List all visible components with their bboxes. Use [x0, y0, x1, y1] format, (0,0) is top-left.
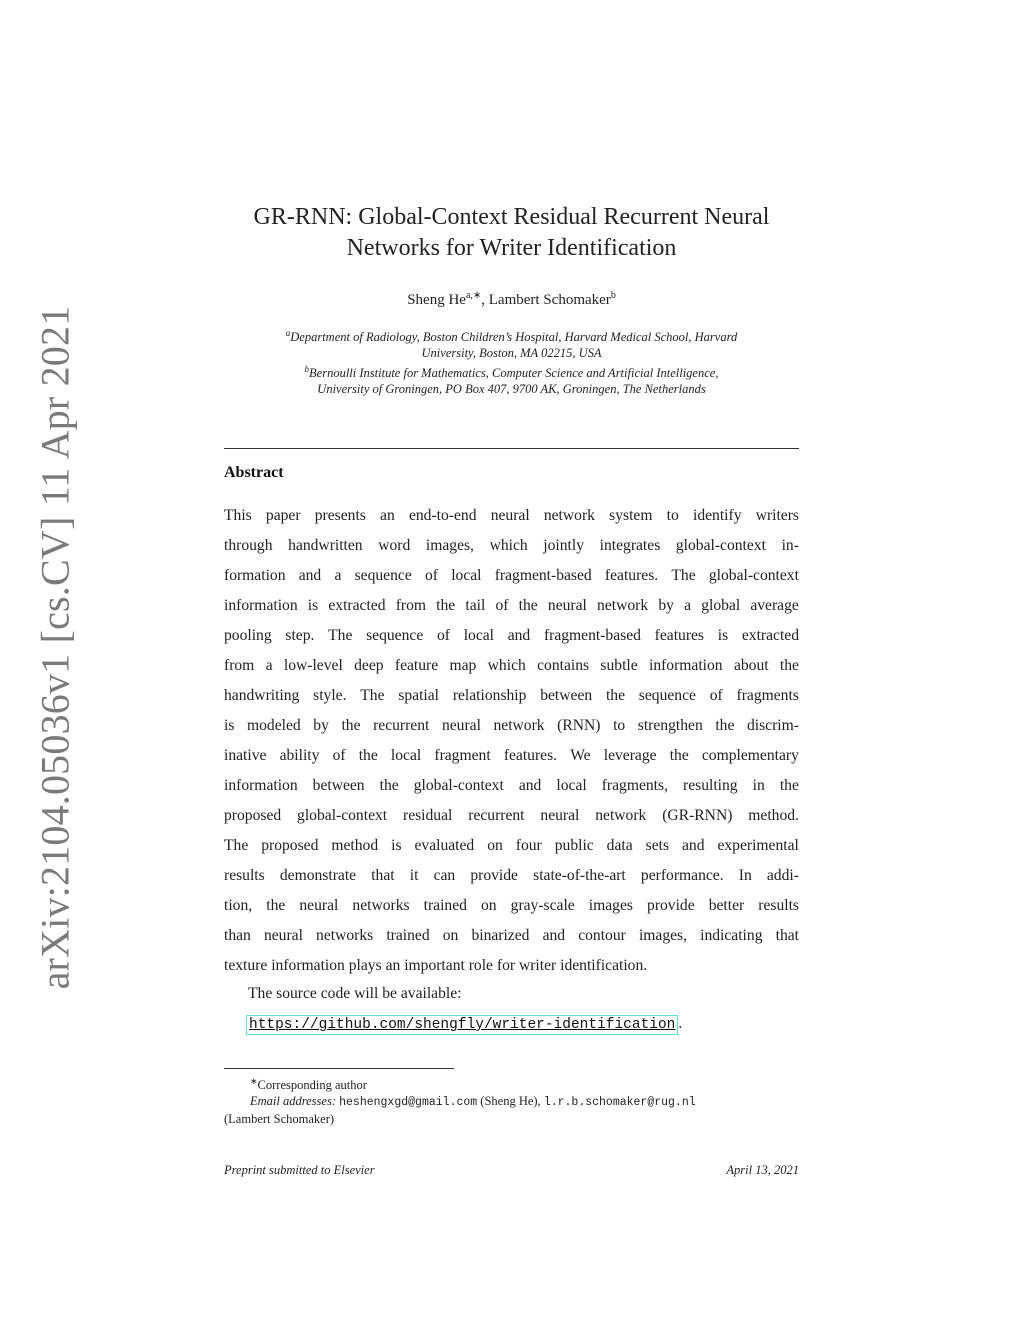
abstract-word: writers [755, 507, 799, 524]
abstract-word: handwriting [224, 687, 300, 704]
abstract-word: images [588, 897, 633, 914]
abstract-word: through [224, 537, 273, 554]
abstract-line [224, 623, 799, 653]
abstract-word: extracted [328, 597, 386, 614]
abstract-word: low-level [283, 657, 343, 674]
abstract-word: neural [441, 717, 481, 734]
abstract-word: complementary [701, 747, 799, 764]
source-code-note: The source code will be available: [248, 985, 462, 1002]
abstract-word: that [775, 927, 799, 944]
abstract-word: identify [692, 507, 742, 524]
author-list [224, 290, 799, 309]
abstract-word: sequence [354, 567, 412, 584]
abstract-word: network [543, 507, 595, 524]
abstract-word: and [507, 627, 531, 644]
abstract-word: integrates [599, 537, 661, 554]
abstract-word: and [542, 927, 566, 944]
abstract-line [224, 863, 799, 893]
abstract-heading: Abstract [224, 464, 284, 481]
abstract-line [224, 683, 799, 713]
preprint-date: April 13, 2021 [726, 1163, 799, 1177]
abstract-word: sequence [366, 627, 424, 644]
abstract-word: an [385, 957, 405, 974]
abstract-word: the [518, 597, 538, 614]
abstract-word: (GR-RNN) [662, 807, 733, 824]
abstract-word: style. [313, 687, 347, 704]
abstract-line [224, 743, 799, 773]
abstract-word: of [436, 627, 450, 644]
abstract-word: performance. [640, 867, 724, 884]
abstract-word: formation [224, 567, 286, 584]
abstract-word: information [648, 657, 723, 674]
abstract-word: it [409, 867, 419, 884]
abstract-word: addi- [766, 867, 799, 884]
abstract-word: neural [547, 597, 587, 614]
footnote [224, 1073, 799, 1127]
abstract-word: fragment-based [494, 567, 592, 584]
abstract-word: subtle [600, 657, 638, 674]
abstract-word: fragments [736, 687, 799, 704]
paper-title [224, 202, 799, 264]
abstract-word: paper [265, 507, 301, 524]
abstract-word: the [266, 897, 286, 914]
abstract-word: from [395, 597, 426, 614]
abstract-word: the [779, 777, 799, 794]
abstract-word: writer [518, 957, 561, 974]
affiliation-a-mark: a [285, 328, 291, 338]
abstract-word: to [613, 717, 626, 734]
affiliation-b-line-2: University of Groningen, PO Box 407, 9700 AK, Groningen, The Netherlands [317, 382, 706, 397]
abstract-word: role [468, 957, 497, 974]
abstract-word: contains [537, 657, 590, 674]
abstract-word: by [313, 717, 329, 734]
abstract-word: and [518, 777, 542, 794]
abstract-word: is [391, 837, 402, 854]
abstract-word: features [654, 627, 705, 644]
abstract-word: of [709, 687, 723, 704]
abstract-line [224, 563, 799, 593]
abstract-word: contour [578, 927, 626, 944]
abstract-word: the [358, 747, 378, 764]
abstract-word: ability [279, 747, 320, 764]
abstract-word: global-context [297, 807, 388, 824]
abstract-word: global-context [413, 777, 504, 794]
abstract-word: leverage [603, 747, 657, 764]
abstract-line [224, 803, 799, 833]
abstract-word: of [332, 747, 346, 764]
author-2-marks: b [610, 290, 616, 301]
abstract-word: of [424, 567, 438, 584]
abstract-word: results [224, 867, 265, 884]
affiliation-a-text-1: Department of Radiology, Boston Children’s Hospital, Harvard Medical School, Harvard [290, 330, 738, 345]
abstract-word: images, [425, 537, 474, 554]
abstract-word: results [758, 897, 799, 914]
abstract-word: gray-scale [510, 897, 575, 914]
abstract-word: The [224, 837, 249, 854]
abstract-word: handwritten [288, 537, 363, 554]
abstract-word: about [733, 657, 769, 674]
abstract-line [224, 653, 799, 683]
abstract-word: residual [403, 807, 453, 824]
abstract-word: spatial [398, 687, 440, 704]
abstract-word: evaluated [414, 837, 475, 854]
header-divider [224, 448, 799, 449]
abstract-word: binarized [471, 927, 530, 944]
abstract-word: in [752, 777, 765, 794]
abstract-line [224, 923, 799, 953]
abstract-word: feature [394, 657, 439, 674]
abstract-word: In [738, 867, 752, 884]
abstract-word: information [224, 777, 298, 794]
abstract-word: end-to-end [408, 507, 477, 524]
abstract-word: The [360, 687, 385, 704]
abstract-word: plays [348, 957, 386, 974]
abstract-word: fragment [434, 747, 491, 764]
source-code-link[interactable]: https://github.com/shengfly/writer-identification [246, 1015, 678, 1035]
abstract-word: tail [465, 597, 486, 614]
link-period: . [678, 1015, 683, 1032]
corresponding-author-note [224, 1073, 799, 1093]
abstract-word: is [224, 717, 235, 734]
abstract-word: a [334, 567, 342, 584]
abstract-word: sets [645, 837, 670, 854]
abstract-word: the [341, 717, 361, 734]
arxiv-identifier-stamp [15, 305, 95, 990]
code-link-line [246, 1015, 682, 1033]
abstract-word: on [487, 837, 503, 854]
abstract-word: identification. [560, 957, 648, 974]
abstract-word: deep [354, 657, 384, 674]
abstract-word: for [496, 957, 519, 974]
abstract-word: The [671, 567, 696, 584]
abstract-word: the [379, 777, 399, 794]
affiliation-a-line-2: University, Boston, MA 02215, USA [421, 346, 602, 361]
abstract-word: trained [386, 927, 430, 944]
abstract-word: is [307, 597, 319, 614]
abstract-word: fragment-based [543, 627, 641, 644]
abstract-word: resulting [683, 777, 738, 794]
author-1-marks: a,∗ [465, 290, 482, 301]
abstract-word: global [701, 597, 741, 614]
abstract-word: the [436, 597, 456, 614]
abstract-word: four [515, 837, 542, 854]
abstract-word: extracted [741, 627, 799, 644]
abstract-word: than [224, 927, 251, 944]
abstract-word: sequence [638, 687, 696, 704]
abstract-word: information [224, 597, 298, 614]
abstract-word: network [595, 807, 647, 824]
affiliation-b-text-1: Bernoulli Institute for Mathematics, Computer Science and Artificial Intelligence, [309, 366, 719, 381]
abstract-word: neural [299, 897, 339, 914]
abstract-word: recurrent [468, 807, 525, 824]
affiliation-a-line-1 [224, 325, 799, 345]
abstract-word: discrim- [746, 717, 799, 734]
abstract-word: data [606, 837, 633, 854]
abstract-word: tion, [224, 897, 253, 914]
abstract-word: which [489, 537, 528, 554]
abstract-word: the [669, 747, 689, 764]
abstract-word: networks [352, 897, 410, 914]
abstract-word: relationship [452, 687, 527, 704]
abstract-word: between [312, 777, 365, 794]
abstract-word: better [708, 897, 745, 914]
email-label: Email addresses: [250, 1094, 336, 1109]
abstract-word: the [605, 687, 626, 704]
abstract-line [224, 953, 799, 983]
abstract-word: indicating [700, 927, 763, 944]
abstract-word: network [493, 717, 545, 734]
abstract-word: We [570, 747, 591, 764]
arxiv-stamp-text: arXiv:2104.05036v1 [cs.CV] 11 Apr 2021 [32, 305, 78, 990]
preprint-note: Preprint submitted to Elsevier [224, 1163, 375, 1177]
email-line [224, 1093, 799, 1111]
abstract-line [224, 503, 799, 533]
abstract-word: local [556, 777, 587, 794]
abstract-word: local [463, 627, 494, 644]
abstract-word: on [480, 897, 497, 914]
abstract-word: pooling [224, 627, 272, 644]
abstract-word: neural [540, 807, 580, 824]
abstract-word: features. [604, 567, 659, 584]
affiliations [224, 325, 799, 397]
abstract-word: demonstrate [279, 867, 357, 884]
abstract-word: experimental [717, 837, 799, 854]
title-line-2: Networks for Writer Identification [346, 235, 677, 261]
abstract-word: images, [638, 927, 688, 944]
email-he-owner: (Sheng He), [480, 1094, 541, 1109]
abstract-word: This [224, 507, 252, 524]
abstract-word: modeled [246, 717, 301, 734]
abstract-word: a [265, 657, 273, 674]
abstract-word: global-context [708, 567, 799, 584]
abstract-word: and [298, 567, 322, 584]
abstract-word: word [378, 537, 411, 554]
abstract-word: proposed [261, 837, 319, 854]
abstract-word: an [380, 507, 395, 524]
abstract-body [224, 503, 799, 983]
abstract-word: features. [503, 747, 558, 764]
abstract-word: method. [748, 807, 799, 824]
abstract-line [224, 533, 799, 563]
abstract-word: global-context [675, 537, 766, 554]
abstract-word: which [487, 657, 526, 674]
abstract-word: map [449, 657, 477, 674]
abstract-line [224, 833, 799, 863]
email-schomaker-owner: (Lambert Schomaker) [224, 1112, 335, 1127]
author-2: Lambert Schomaker [488, 292, 611, 308]
abstract-word: network [597, 597, 649, 614]
abstract-word: (RNN) [557, 717, 601, 734]
abstract-word: proposed [224, 807, 282, 824]
abstract-word: method [331, 837, 379, 854]
abstract-word: public [554, 837, 594, 854]
author-1: Sheng He [407, 292, 466, 308]
corresponding-mark: ∗ [250, 1076, 258, 1086]
abstract-word: texture [224, 957, 272, 974]
abstract-word: system [609, 507, 653, 524]
affiliation-b-mark: b [304, 364, 310, 375]
abstract-word: neural [263, 927, 303, 944]
abstract-word: and [681, 837, 705, 854]
abstract-word: important [404, 957, 469, 974]
footnote-divider [224, 1068, 454, 1069]
abstract-line [224, 593, 799, 623]
abstract-word: provide [470, 867, 518, 884]
abstract-word: information [271, 957, 349, 974]
abstract-word: local [390, 747, 422, 764]
title-line-1: GR-RNN: Global-Context Residual Recurrent Neural [253, 204, 770, 230]
abstract-word: strengthen [637, 717, 703, 734]
abstract-word: networks [316, 927, 374, 944]
abstract-word: by [658, 597, 674, 614]
abstract-word: the [779, 657, 799, 674]
abstract-word: state-of-the-art [533, 867, 626, 884]
author-separator: , [481, 292, 489, 308]
abstract-word: jointly [543, 537, 585, 554]
abstract-word: provide [647, 897, 695, 914]
corresponding-text: Corresponding author [257, 1078, 367, 1093]
abstract-word: The [328, 627, 353, 644]
abstract-word: can [433, 867, 456, 884]
abstract-word: recurrent [373, 717, 430, 734]
abstract-word: between [540, 687, 593, 704]
abstract-line [224, 893, 799, 923]
abstract-word: from [224, 657, 255, 674]
abstract-word: neural [490, 507, 530, 524]
abstract-word: average [750, 597, 799, 614]
abstract-word: step. [285, 627, 315, 644]
abstract-word: of [495, 597, 509, 614]
abstract-word: local [451, 567, 482, 584]
abstract-line [224, 713, 799, 743]
abstract-word: in- [781, 537, 799, 554]
abstract-word: on [442, 927, 459, 944]
email-he[interactable]: heshengxgd@gmail.com [339, 1096, 478, 1110]
abstract-line [224, 773, 799, 803]
abstract-word: the [715, 717, 735, 734]
affiliation-b-line-1 [224, 361, 799, 381]
abstract-word: is [717, 627, 729, 644]
abstract-word: presents [314, 507, 366, 524]
abstract-word: trained [423, 897, 467, 914]
abstract-word: fragments, [601, 777, 668, 794]
email-schomaker[interactable]: l.r.b.schomaker@rug.nl [543, 1096, 696, 1110]
abstract-word: that [371, 867, 395, 884]
abstract-word: to [666, 507, 679, 524]
abstract-word: a [684, 597, 692, 614]
abstract-word: inative [224, 747, 267, 764]
